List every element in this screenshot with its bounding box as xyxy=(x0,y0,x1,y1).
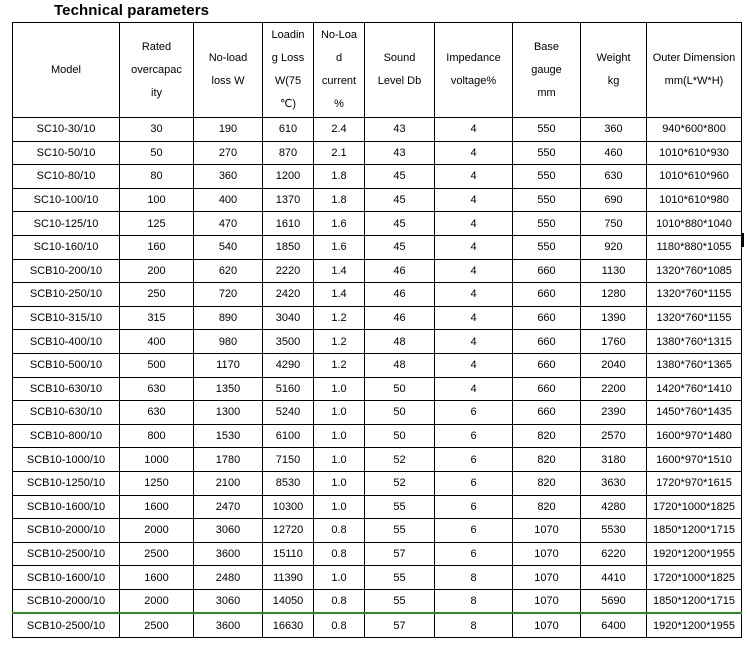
table-cell: 1.8 xyxy=(314,188,365,212)
table-row xyxy=(13,424,742,448)
table-row xyxy=(13,259,742,283)
column-header-line: Outer Dimension xyxy=(652,52,736,64)
page-title: Technical parameters xyxy=(54,2,210,19)
table-cell: 80 xyxy=(120,165,194,189)
table-cell: 630 xyxy=(120,377,194,401)
table-cell: 10300 xyxy=(263,495,314,519)
table-cell: 1.0 xyxy=(314,448,365,472)
table-body xyxy=(13,118,742,638)
table-cell: 30 xyxy=(120,118,194,142)
table-cell: 690 xyxy=(581,188,647,212)
table-cell: 2390 xyxy=(581,401,647,425)
table-cell: 1600 xyxy=(120,566,194,590)
table-cell: 920 xyxy=(581,235,647,259)
table-cell: 46 xyxy=(365,306,435,330)
table-cell: 4410 xyxy=(581,566,647,590)
column-header xyxy=(194,23,263,118)
table-cell: 2100 xyxy=(194,471,263,495)
table-cell: 360 xyxy=(581,118,647,142)
table-cell: 3060 xyxy=(194,589,263,613)
model-cell: SCB10-630/10 xyxy=(13,377,120,401)
table-row xyxy=(13,118,742,142)
column-header xyxy=(435,23,513,118)
model-cell: SCB10-1250/10 xyxy=(13,471,120,495)
column-header xyxy=(263,23,314,118)
table-cell: 1130 xyxy=(581,259,647,283)
column-header xyxy=(13,23,120,118)
column-header xyxy=(513,23,581,118)
table-cell: 4 xyxy=(435,306,513,330)
table-cell: 1720*1000*1825 xyxy=(647,566,742,590)
table-cell: 620 xyxy=(194,259,263,283)
table-cell: 2200 xyxy=(581,377,647,401)
table-cell: 820 xyxy=(513,424,581,448)
model-cell: SC10-80/10 xyxy=(13,165,120,189)
table-cell: 190 xyxy=(194,118,263,142)
model-cell: SCB10-2000/10 xyxy=(13,519,120,543)
table-cell: 0.8 xyxy=(314,519,365,543)
table-cell: 660 xyxy=(513,401,581,425)
table-cell: 6400 xyxy=(581,613,647,637)
model-cell: SC10-125/10 xyxy=(13,212,120,236)
table-cell: 2500 xyxy=(120,542,194,566)
table-row xyxy=(13,542,742,566)
table-cell: 360 xyxy=(194,165,263,189)
column-header-line: kg xyxy=(607,75,620,87)
table-cell: 2040 xyxy=(581,353,647,377)
model-cell: SC10-30/10 xyxy=(13,118,120,142)
table-cell: 14050 xyxy=(263,589,314,613)
table-cell: 1.6 xyxy=(314,235,365,259)
table-cell: 6 xyxy=(435,401,513,425)
table-cell: 1250 xyxy=(120,471,194,495)
table-cell: 4 xyxy=(435,235,513,259)
table-cell: 1170 xyxy=(194,353,263,377)
table-cell: 400 xyxy=(194,188,263,212)
model-cell: SCB10-1600/10 xyxy=(13,495,120,519)
column-header-line: current xyxy=(321,75,357,87)
table-cell: 46 xyxy=(365,283,435,307)
table-cell: 820 xyxy=(513,471,581,495)
model-cell: SCB10-630/10 xyxy=(13,401,120,425)
table-cell: 660 xyxy=(513,259,581,283)
table-cell: 200 xyxy=(120,259,194,283)
model-cell: SCB10-2500/10 xyxy=(13,542,120,566)
table-cell: 6220 xyxy=(581,542,647,566)
column-header-line: voltage% xyxy=(450,75,497,87)
table-cell: 550 xyxy=(513,141,581,165)
table-cell: 1.8 xyxy=(314,165,365,189)
table-cell: 6 xyxy=(435,448,513,472)
table-cell: 1.4 xyxy=(314,283,365,307)
table-cell: 2500 xyxy=(120,613,194,637)
table-cell: 1720*1000*1825 xyxy=(647,495,742,519)
table-cell: 55 xyxy=(365,495,435,519)
table-cell: 6 xyxy=(435,542,513,566)
table-cell: 1200 xyxy=(263,165,314,189)
table-cell: 45 xyxy=(365,235,435,259)
table-cell: 4 xyxy=(435,188,513,212)
table-cell: 800 xyxy=(120,424,194,448)
table-cell: 2220 xyxy=(263,259,314,283)
table-cell: 4 xyxy=(435,259,513,283)
table-cell: 4 xyxy=(435,377,513,401)
table-cell: 1.0 xyxy=(314,424,365,448)
table-cell: 660 xyxy=(513,306,581,330)
table-cell: 0.8 xyxy=(314,542,365,566)
model-cell: SC10-160/10 xyxy=(13,235,120,259)
column-header-line: No-load xyxy=(208,52,248,64)
table-cell: 7150 xyxy=(263,448,314,472)
table-cell: 4 xyxy=(435,165,513,189)
model-cell: SCB10-2000/10 xyxy=(13,589,120,613)
table-cell: 2470 xyxy=(194,495,263,519)
table-cell: 0.8 xyxy=(314,613,365,637)
column-header xyxy=(647,23,742,118)
table-cell: 46 xyxy=(365,259,435,283)
column-header-line: Level Db xyxy=(377,75,422,87)
table-cell: 540 xyxy=(194,235,263,259)
table-cell: 250 xyxy=(120,283,194,307)
table-cell: 400 xyxy=(120,330,194,354)
table-cell: 55 xyxy=(365,589,435,613)
technical-parameters-table xyxy=(12,22,742,638)
table-cell: 1010*610*980 xyxy=(647,188,742,212)
table-cell: 460 xyxy=(581,141,647,165)
table-cell: 1.2 xyxy=(314,330,365,354)
column-header-line: gauge xyxy=(531,63,562,76)
column-header xyxy=(314,23,365,118)
table-cell: 5240 xyxy=(263,401,314,425)
table-cell: 8 xyxy=(435,589,513,613)
table-cell: 11390 xyxy=(263,566,314,590)
table-row xyxy=(13,188,742,212)
column-header xyxy=(365,23,435,118)
table-cell: 1610 xyxy=(263,212,314,236)
table-cell: 3600 xyxy=(194,613,263,637)
table-cell: 48 xyxy=(365,353,435,377)
column-header-line: % xyxy=(334,98,344,110)
table-cell: 1010*610*960 xyxy=(647,165,742,189)
table-cell: 630 xyxy=(120,401,194,425)
table-row xyxy=(13,471,742,495)
table-cell: 43 xyxy=(365,141,435,165)
table-cell: 1010*610*930 xyxy=(647,141,742,165)
table-cell: 750 xyxy=(581,212,647,236)
table-cell: 3040 xyxy=(263,306,314,330)
table-cell: 3060 xyxy=(194,519,263,543)
table-cell: 3600 xyxy=(194,542,263,566)
table-cell: 720 xyxy=(194,283,263,307)
table-cell: 4 xyxy=(435,353,513,377)
table-cell: 4290 xyxy=(263,353,314,377)
table-cell: 52 xyxy=(365,471,435,495)
table-row xyxy=(13,566,742,590)
table-cell: 6100 xyxy=(263,424,314,448)
model-cell: SCB10-800/10 xyxy=(13,424,120,448)
table-cell: 6 xyxy=(435,495,513,519)
table-cell: 1530 xyxy=(194,424,263,448)
table-row xyxy=(13,613,742,637)
table-cell: 16630 xyxy=(263,613,314,637)
table-cell: 1070 xyxy=(513,613,581,637)
column-header-line: W(75 xyxy=(274,75,302,87)
table-cell: 3180 xyxy=(581,448,647,472)
table-cell: 550 xyxy=(513,118,581,142)
table-cell: 1070 xyxy=(513,566,581,590)
table-cell: 50 xyxy=(365,401,435,425)
model-cell: SCB10-500/10 xyxy=(13,353,120,377)
table-cell: 1070 xyxy=(513,519,581,543)
table-row xyxy=(13,306,742,330)
table-cell: 4 xyxy=(435,118,513,142)
table-cell: 1370 xyxy=(263,188,314,212)
column-header-line: overcapac xyxy=(131,63,182,76)
column-header-line: Base xyxy=(533,40,560,53)
model-cell: SCB10-315/10 xyxy=(13,306,120,330)
model-cell: SC10-50/10 xyxy=(13,141,120,165)
table-cell: 6 xyxy=(435,424,513,448)
table-cell: 1600*970*1510 xyxy=(647,448,742,472)
table-cell: 45 xyxy=(365,165,435,189)
table-cell: 660 xyxy=(513,330,581,354)
table-cell: 1850*1200*1715 xyxy=(647,519,742,543)
table-cell: 125 xyxy=(120,212,194,236)
table-cell: 2420 xyxy=(263,283,314,307)
table-cell: 12720 xyxy=(263,519,314,543)
table-row xyxy=(13,401,742,425)
table-cell: 550 xyxy=(513,212,581,236)
table-cell: 1.2 xyxy=(314,306,365,330)
table-cell: 4 xyxy=(435,330,513,354)
table-cell: 270 xyxy=(194,141,263,165)
column-header-line: No-Loa xyxy=(320,29,358,41)
table-row xyxy=(13,495,742,519)
table-cell: 4 xyxy=(435,141,513,165)
table-cell: 50 xyxy=(365,377,435,401)
table-row xyxy=(13,212,742,236)
table-cell: 100 xyxy=(120,188,194,212)
table-cell: 5530 xyxy=(581,519,647,543)
model-cell: SCB10-400/10 xyxy=(13,330,120,354)
table-cell: 1450*760*1435 xyxy=(647,401,742,425)
model-cell: SCB10-1000/10 xyxy=(13,448,120,472)
table-cell: 2000 xyxy=(120,589,194,613)
table-cell: 315 xyxy=(120,306,194,330)
table-cell: 1320*760*1085 xyxy=(647,259,742,283)
column-header-line: mm(L*W*H) xyxy=(664,75,724,87)
table-cell: 2570 xyxy=(581,424,647,448)
table-cell: 1.0 xyxy=(314,471,365,495)
table-cell: 1850*1200*1715 xyxy=(647,589,742,613)
table-cell: 1760 xyxy=(581,330,647,354)
table-cell: 45 xyxy=(365,188,435,212)
table-cell: 45 xyxy=(365,212,435,236)
table-cell: 2.4 xyxy=(314,118,365,142)
table-cell: 2480 xyxy=(194,566,263,590)
model-cell: SCB10-200/10 xyxy=(13,259,120,283)
table-cell: 1600 xyxy=(120,495,194,519)
table-cell: 1.0 xyxy=(314,495,365,519)
column-header-line: Loadin xyxy=(271,29,305,41)
table-cell: 55 xyxy=(365,566,435,590)
table-row xyxy=(13,353,742,377)
table-header-row xyxy=(13,23,742,118)
model-cell: SCB10-1600/10 xyxy=(13,566,120,590)
edge-mark xyxy=(742,233,744,247)
table-cell: 1920*1200*1955 xyxy=(647,613,742,637)
table-cell: 1920*1200*1955 xyxy=(647,542,742,566)
table-cell: 43 xyxy=(365,118,435,142)
column-header-line: d xyxy=(335,52,343,64)
table-cell: 4 xyxy=(435,283,513,307)
table-cell: 4280 xyxy=(581,495,647,519)
table-cell: 4 xyxy=(435,212,513,236)
table-cell: 660 xyxy=(513,283,581,307)
column-header-line: Rated xyxy=(141,40,172,53)
table-cell: 1.6 xyxy=(314,212,365,236)
table-cell: 1380*760*1315 xyxy=(647,330,742,354)
table-row xyxy=(13,141,742,165)
table-cell: 550 xyxy=(513,165,581,189)
table-cell: 5160 xyxy=(263,377,314,401)
column-header-line: Impedance xyxy=(446,52,501,64)
column-header-line: Weight xyxy=(596,52,631,64)
table-cell: 8 xyxy=(435,566,513,590)
table-cell: 3500 xyxy=(263,330,314,354)
table-cell: 55 xyxy=(365,519,435,543)
table-row xyxy=(13,330,742,354)
table-cell: 6 xyxy=(435,471,513,495)
table-cell: 550 xyxy=(513,235,581,259)
table-cell: 500 xyxy=(120,353,194,377)
table-cell: 57 xyxy=(365,613,435,637)
table-cell: 550 xyxy=(513,188,581,212)
table-cell: 980 xyxy=(194,330,263,354)
column-header-line: ℃) xyxy=(279,98,297,110)
table-cell: 160 xyxy=(120,235,194,259)
table-cell: 5690 xyxy=(581,589,647,613)
table-cell: 1.2 xyxy=(314,353,365,377)
model-cell: SC10-100/10 xyxy=(13,188,120,212)
table-cell: 48 xyxy=(365,330,435,354)
table-cell: 8 xyxy=(435,613,513,637)
table-row xyxy=(13,589,742,613)
table-cell: 1000 xyxy=(120,448,194,472)
table-cell: 1070 xyxy=(513,542,581,566)
table-row xyxy=(13,165,742,189)
table-cell: 1.0 xyxy=(314,401,365,425)
table-cell: 15110 xyxy=(263,542,314,566)
table-cell: 820 xyxy=(513,495,581,519)
table-cell: 1.0 xyxy=(314,377,365,401)
table-cell: 1350 xyxy=(194,377,263,401)
table-cell: 630 xyxy=(581,165,647,189)
table-cell: 2.1 xyxy=(314,141,365,165)
table-cell: 1390 xyxy=(581,306,647,330)
column-header-line: ity xyxy=(151,86,162,99)
model-cell: SCB10-2500/10 xyxy=(13,613,120,637)
table-row xyxy=(13,377,742,401)
table-cell: 660 xyxy=(513,353,581,377)
table-cell: 1010*880*1040 xyxy=(647,212,742,236)
table-cell: 940*600*800 xyxy=(647,118,742,142)
column-header-line: loss W xyxy=(211,75,245,87)
table-cell: 870 xyxy=(263,141,314,165)
table-row xyxy=(13,519,742,543)
table-cell: 1780 xyxy=(194,448,263,472)
table-cell: 1300 xyxy=(194,401,263,425)
table-cell: 1850 xyxy=(263,235,314,259)
table-cell: 1280 xyxy=(581,283,647,307)
table-row xyxy=(13,283,742,307)
table-cell: 1180*880*1055 xyxy=(647,235,742,259)
table-cell: 57 xyxy=(365,542,435,566)
column-header xyxy=(120,23,194,118)
table-cell: 1720*970*1615 xyxy=(647,471,742,495)
column-header-line: Sound xyxy=(383,52,416,64)
table-cell: 50 xyxy=(120,141,194,165)
table-cell: 6 xyxy=(435,519,513,543)
table-cell: 890 xyxy=(194,306,263,330)
column-header-line: Model xyxy=(51,63,81,76)
table-cell: 1600*970*1480 xyxy=(647,424,742,448)
table-cell: 820 xyxy=(513,448,581,472)
table-row xyxy=(13,448,742,472)
table-cell: 1420*760*1410 xyxy=(647,377,742,401)
table-cell: 1070 xyxy=(513,589,581,613)
table-cell: 2000 xyxy=(120,519,194,543)
table-cell: 660 xyxy=(513,377,581,401)
table-cell: 1320*760*1155 xyxy=(647,283,742,307)
table-cell: 0.8 xyxy=(314,589,365,613)
table-cell: 52 xyxy=(365,448,435,472)
column-header-line: g Loss xyxy=(271,52,305,64)
table-cell: 610 xyxy=(263,118,314,142)
table-cell: 8530 xyxy=(263,471,314,495)
table-cell: 1380*760*1365 xyxy=(647,353,742,377)
table-cell: 1320*760*1155 xyxy=(647,306,742,330)
table-cell: 50 xyxy=(365,424,435,448)
model-cell: SCB10-250/10 xyxy=(13,283,120,307)
table-row xyxy=(13,235,742,259)
column-header-line: mm xyxy=(537,86,556,99)
table-cell: 470 xyxy=(194,212,263,236)
table-cell: 1.4 xyxy=(314,259,365,283)
column-header xyxy=(581,23,647,118)
table-cell: 1.0 xyxy=(314,566,365,590)
table-cell: 3630 xyxy=(581,471,647,495)
